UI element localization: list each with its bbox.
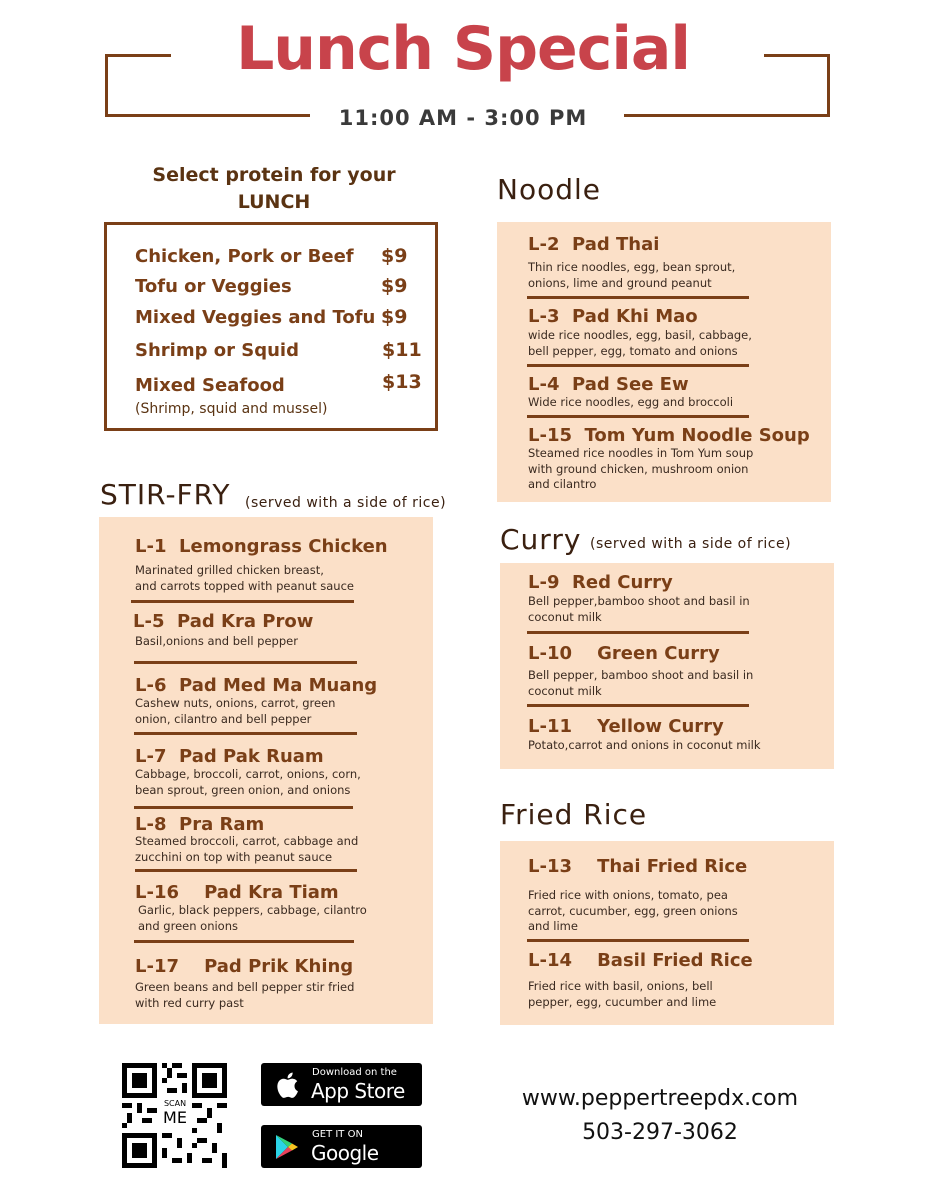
gplay-small-text: GET IT ON <box>312 1129 363 1140</box>
lunch-hours: 11:00 AM - 3:00 PM <box>338 106 588 130</box>
protein-price: $9 <box>381 245 408 267</box>
item-divider <box>134 806 353 809</box>
menu-item-name <box>528 306 698 327</box>
desc-line: Steamed broccoli, carrot, cabbage and <box>135 834 359 848</box>
item-divider <box>527 296 749 299</box>
protein-heading <box>104 162 444 216</box>
item-divider <box>134 940 354 943</box>
menu-item-title: Pad Pak Ruam <box>179 746 324 767</box>
menu-item-title: Pad Kra Tiam <box>204 882 339 903</box>
desc-line: with ground chicken, mushroom onion <box>528 461 749 476</box>
gplay-big-text: Google Play <box>311 1141 379 1188</box>
menu-item-title: Pad Med Ma Muang <box>179 675 378 696</box>
menu-item-desc <box>528 738 788 754</box>
desc-line: Cashew nuts, onions, carrot, green <box>135 696 336 710</box>
menu-item-title: Pad Prik Khing <box>204 956 354 977</box>
google-play-icon <box>273 1133 301 1161</box>
desc-line: and green onions <box>138 918 238 933</box>
protein-item: Tofu or Veggies <box>135 276 292 297</box>
menu-item-name <box>528 425 810 446</box>
menu-item-code: L-7 <box>135 746 167 767</box>
menu-item-code: L-17 <box>135 956 179 977</box>
menu-item-title: Pad See Ew <box>572 374 689 395</box>
menu-item-name <box>528 856 747 877</box>
menu-item-name <box>135 814 264 835</box>
desc-line: Wide rice noodles, egg and broccoli <box>528 395 734 409</box>
stirfry-title: STIR-FRY <box>100 478 231 511</box>
desc-line: Basil,onions and bell pepper <box>135 634 298 648</box>
menu-item-desc <box>135 767 395 798</box>
protein-heading-line1: Select protein for your <box>152 164 396 186</box>
menu-item-title: Green Curry <box>597 643 720 664</box>
protein-price: $11 <box>382 339 422 361</box>
protein-item: Chicken, Pork or Beef <box>135 246 354 267</box>
website-link[interactable]: www.peppertreepdx.com <box>521 1086 799 1111</box>
menu-item-code: L-2 <box>528 234 560 255</box>
desc-line: Bell pepper,bamboo shoot and basil in <box>528 594 750 608</box>
desc-line: Fried rice with onions, tomato, pea <box>528 888 728 902</box>
menu-item-name <box>133 611 313 632</box>
desc-line: Thin rice noodles, egg, bean sprout, <box>528 260 736 274</box>
desc-line: Steamed rice noodles in Tom Yum soup <box>528 446 754 460</box>
desc-line: Garlic, black peppers, cabbage, cilantro <box>138 903 367 917</box>
menu-item-code: L-5 <box>133 611 165 632</box>
menu-item-desc <box>528 668 768 699</box>
google-play-button[interactable] <box>261 1125 422 1188</box>
item-divider <box>134 732 357 735</box>
menu-item-desc <box>135 834 375 865</box>
menu-item-code: L-10 <box>528 643 572 664</box>
menu-item-desc <box>528 446 768 493</box>
menu-item-name <box>528 234 659 255</box>
menu-item-title: Tom Yum Noodle Soup <box>584 425 810 446</box>
desc-line: zucchini on top with peanut sauce <box>135 849 333 864</box>
desc-line: Fried rice with basil, onions, bell <box>528 979 713 993</box>
menu-item-code: L-3 <box>528 306 560 327</box>
desc-line: bell pepper, egg, tomato and onions <box>528 343 738 358</box>
menu-item-name <box>135 746 324 767</box>
item-divider <box>131 600 354 603</box>
protein-heading-line2: LUNCH <box>237 191 311 213</box>
desc-line: onions, lime and ground peanut <box>528 275 712 290</box>
desc-line: Potato,carrot and onions in coconut milk <box>528 738 761 752</box>
menu-item-desc <box>135 696 375 727</box>
menu-item-title: Pad Thai <box>572 234 660 255</box>
item-divider <box>527 704 749 707</box>
menu-item-name <box>528 643 720 664</box>
item-divider <box>134 661 357 664</box>
desc-line: and lime <box>528 919 578 933</box>
menu-item-desc <box>528 594 768 625</box>
menu-item-code: L-11 <box>528 716 572 737</box>
menu-item-code: L-8 <box>135 814 167 835</box>
menu-item-title: Basil Fried Rice <box>597 950 753 971</box>
menu-item-code: L-9 <box>528 572 560 593</box>
menu-item-name <box>528 572 673 593</box>
qr-scan-text: SCAN <box>163 1099 187 1108</box>
stirfry-subtitle: (served with a side of rice) <box>245 495 447 511</box>
menu-item-title: Red Curry <box>572 572 673 593</box>
desc-line: Bell pepper, bamboo shoot and basil in <box>528 668 754 682</box>
protein-item: Mixed Seafood <box>135 375 285 396</box>
item-divider <box>135 869 357 872</box>
curry-subtitle: (served with a side of rice) <box>590 536 792 552</box>
menu-item-code: L-13 <box>528 856 572 877</box>
page-title: Lunch Special <box>236 14 690 84</box>
desc-line: Cabbage, broccoli, carrot, onions, corn, <box>135 767 361 781</box>
appstore-big-text: App Store <box>311 1079 405 1103</box>
menu-item-desc <box>528 395 768 411</box>
protein-item: Mixed Veggies and Tofu <box>135 307 376 328</box>
desc-line: carrot, cucumber, egg, green onions <box>528 903 738 918</box>
phone-number[interactable]: 503-297-3062 <box>582 1120 738 1145</box>
menu-item-desc <box>135 563 375 594</box>
menu-item-desc <box>135 634 375 650</box>
menu-item-desc <box>138 903 378 934</box>
menu-item-desc <box>528 260 768 291</box>
menu-item-title: Yellow Curry <box>597 716 724 737</box>
desc-line: onion, cilantro and bell pepper <box>135 711 312 726</box>
menu-item-name <box>135 675 377 696</box>
friedrice-title: Fried Rice <box>500 798 648 831</box>
menu-item-title: Pra Ram <box>179 814 265 835</box>
qr-me-text: ME <box>163 1108 187 1127</box>
curry-title: Curry <box>500 523 582 556</box>
menu-item-code: L-16 <box>135 882 179 903</box>
menu-item-code: L-1 <box>135 536 167 557</box>
menu-item-name <box>528 716 724 737</box>
menu-item-desc <box>528 888 768 935</box>
menu-item-desc <box>528 328 768 359</box>
menu-item-title: Pad Khi Mao <box>572 306 698 327</box>
protein-price: $9 <box>381 275 408 297</box>
item-divider <box>527 364 749 367</box>
desc-line: bean sprout, green onion, and onions <box>135 782 351 797</box>
menu-item-title: Pad Kra Prow <box>177 611 314 632</box>
protein-note: (Shrimp, squid and mussel) <box>135 401 328 417</box>
menu-item-code: L-6 <box>135 675 167 696</box>
desc-line: and cilantro <box>528 477 597 491</box>
desc-line: with red curry past <box>135 995 244 1010</box>
desc-line: coconut milk <box>528 683 602 698</box>
menu-item-title: Lemongrass Chicken <box>179 536 388 557</box>
menu-item-code: L-4 <box>528 374 560 395</box>
item-divider <box>527 415 749 418</box>
item-divider <box>527 631 749 634</box>
apple-icon <box>275 1071 299 1099</box>
app-store-button[interactable] <box>261 1063 422 1106</box>
menu-item-title: Thai Fried Rice <box>597 856 748 877</box>
item-divider <box>527 939 749 942</box>
desc-line: pepper, egg, cucumber and lime <box>528 994 717 1009</box>
menu-item-code: L-14 <box>528 950 572 971</box>
desc-line: Marinated grilled chicken breast, <box>135 563 324 577</box>
menu-item-name <box>135 882 339 903</box>
appstore-small-text: Download on the <box>312 1067 397 1078</box>
desc-line: Green beans and bell pepper stir fried <box>135 980 355 994</box>
menu-item-name <box>135 956 353 977</box>
menu-item-name <box>528 950 753 971</box>
protein-price: $9 <box>381 306 408 328</box>
menu-item-code: L-15 <box>528 425 572 446</box>
desc-line: coconut milk <box>528 609 602 624</box>
desc-line: wide rice noodles, egg, basil, cabbage, <box>528 328 752 342</box>
qr-code[interactable] <box>122 1063 227 1168</box>
menu-item-name <box>135 536 388 557</box>
protein-item: Shrimp or Squid <box>135 340 299 361</box>
protein-price: $13 <box>382 371 422 393</box>
noodle-title: Noodle <box>497 173 601 206</box>
menu-item-name <box>528 374 689 395</box>
desc-line: and carrots topped with peanut sauce <box>135 578 354 593</box>
menu-item-desc <box>135 980 375 1011</box>
menu-item-desc <box>528 979 768 1010</box>
